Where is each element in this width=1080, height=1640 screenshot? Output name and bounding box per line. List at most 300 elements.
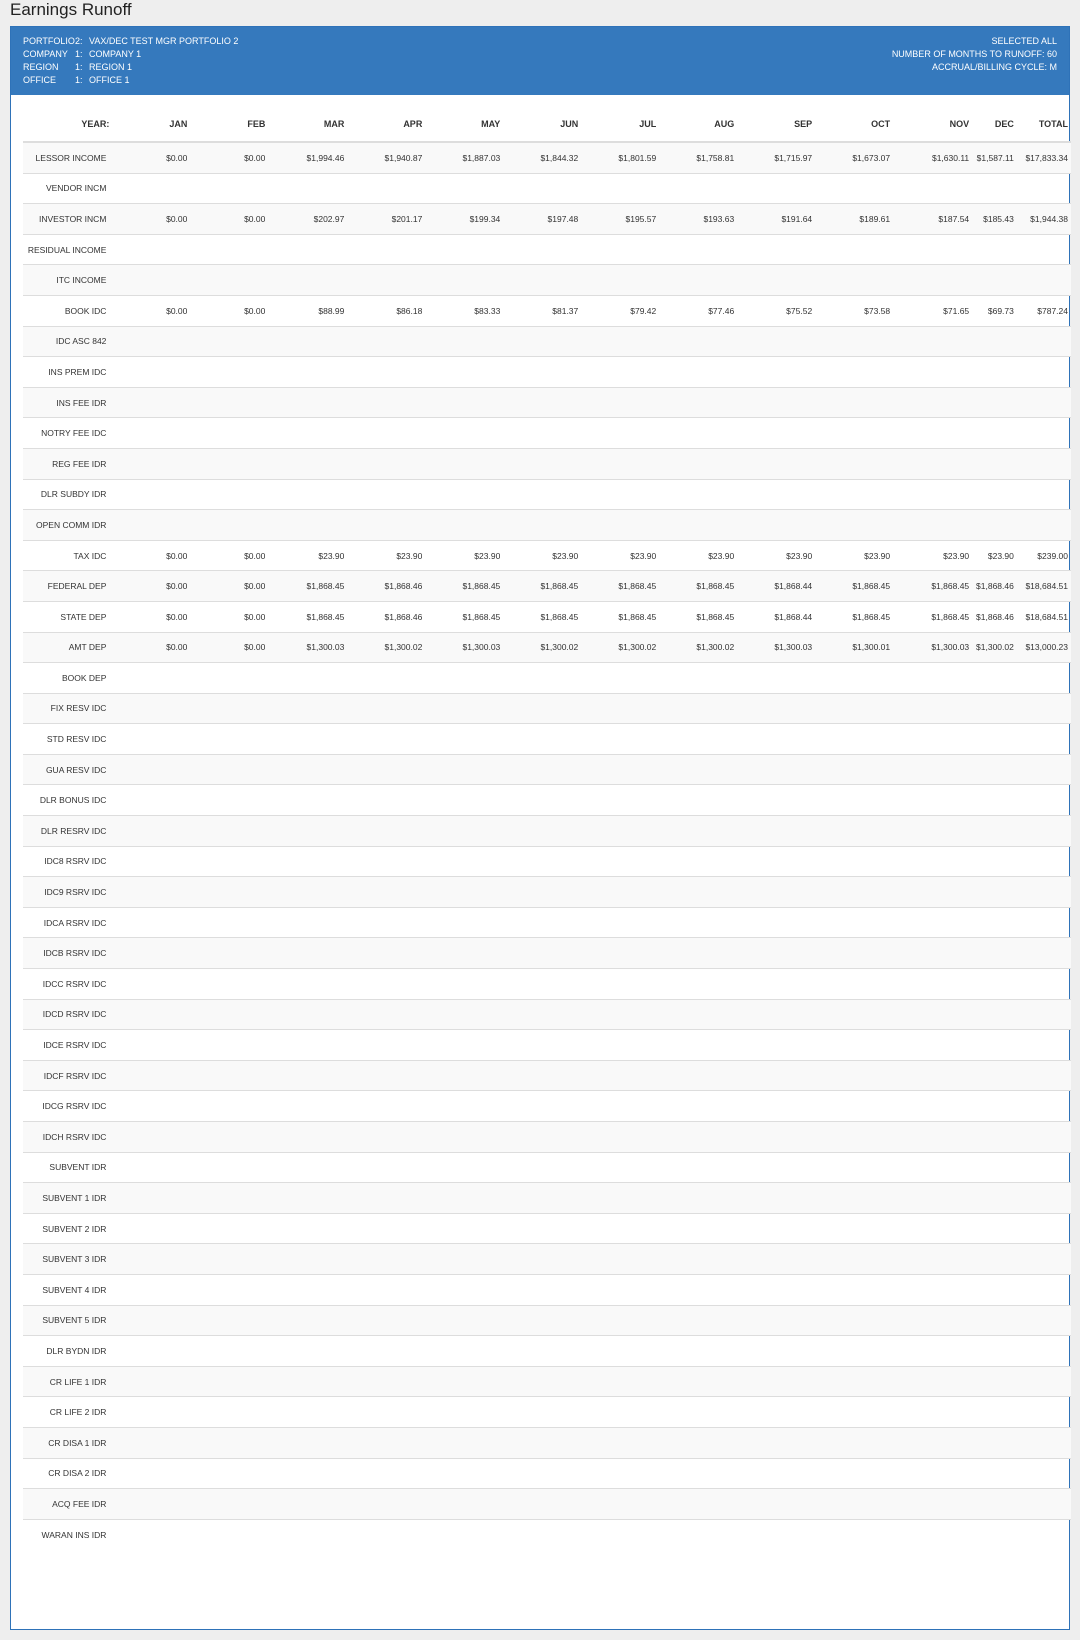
table-row	[23, 1183, 1071, 1214]
table-cell	[659, 418, 737, 449]
table-cell	[737, 234, 815, 265]
table-row	[23, 816, 1071, 847]
table-cell: $23.90	[581, 540, 659, 571]
table-cell	[347, 877, 425, 908]
table-cell	[425, 1519, 503, 1549]
row-label: DLR SUBDY IDR	[23, 479, 112, 510]
table-cell	[112, 326, 190, 357]
table-cell	[972, 357, 1017, 388]
table-cell: $185.43	[972, 204, 1017, 235]
table-cell	[1017, 1244, 1071, 1275]
table-cell	[815, 1397, 893, 1428]
table-cell	[1017, 1060, 1071, 1091]
table-cell: $0.00	[190, 571, 268, 602]
table-cell	[659, 1060, 737, 1091]
table-cell	[425, 877, 503, 908]
table-cell	[893, 234, 972, 265]
table-row	[23, 907, 1071, 938]
table-cell	[190, 1397, 268, 1428]
table-cell	[815, 387, 893, 418]
table-cell: $1,300.02	[347, 632, 425, 663]
table-cell	[347, 326, 425, 357]
table-cell	[268, 724, 347, 755]
table-cell	[1017, 234, 1071, 265]
table-cell	[737, 1274, 815, 1305]
table-cell	[503, 1489, 581, 1520]
table-cell: $0.00	[112, 601, 190, 632]
table-cell	[972, 1152, 1017, 1183]
table-cell	[893, 479, 972, 510]
table-cell	[347, 1427, 425, 1458]
table-cell	[972, 418, 1017, 449]
table-cell	[503, 1091, 581, 1122]
table-row	[23, 204, 1071, 235]
table-cell	[503, 265, 581, 296]
table-cell	[347, 173, 425, 204]
table-cell	[659, 1183, 737, 1214]
table-cell: $1,868.45	[659, 571, 737, 602]
table-cell	[659, 173, 737, 204]
table-cell	[581, 999, 659, 1030]
criteria-value: COMPANY 1	[89, 49, 142, 59]
table-cell	[815, 1458, 893, 1489]
table-cell	[815, 938, 893, 969]
table-cell	[425, 1427, 503, 1458]
table-cell	[737, 846, 815, 877]
table-cell: $0.00	[190, 295, 268, 326]
table-cell	[893, 1336, 972, 1367]
row-label: REG FEE IDR	[23, 448, 112, 479]
table-cell	[737, 1305, 815, 1336]
table-cell	[737, 754, 815, 785]
table-cell	[112, 387, 190, 418]
table-row	[23, 571, 1071, 602]
table-cell	[815, 326, 893, 357]
row-label: SUBVENT IDR	[23, 1152, 112, 1183]
table-cell	[503, 357, 581, 388]
table-cell	[1017, 479, 1071, 510]
table-cell	[972, 448, 1017, 479]
table-cell	[112, 1030, 190, 1061]
table-cell	[972, 326, 1017, 357]
table-cell	[190, 173, 268, 204]
table-cell	[347, 846, 425, 877]
table-cell	[268, 510, 347, 541]
row-label: SUBVENT 3 IDR	[23, 1244, 112, 1275]
table-cell	[737, 1244, 815, 1275]
table-cell	[1017, 1030, 1071, 1061]
table-cell: $1,940.87	[347, 142, 425, 173]
table-cell	[347, 785, 425, 816]
table-cell	[893, 1366, 972, 1397]
table-cell	[581, 387, 659, 418]
table-cell	[425, 234, 503, 265]
table-cell	[112, 479, 190, 510]
table-cell	[815, 265, 893, 296]
table-cell	[893, 1213, 972, 1244]
table-cell	[425, 1336, 503, 1367]
table-cell	[737, 265, 815, 296]
table-cell	[268, 387, 347, 418]
row-label: IDCB RSRV IDC	[23, 938, 112, 969]
table-header-row	[23, 107, 1071, 142]
table-cell: $86.18	[347, 295, 425, 326]
criteria-line	[23, 35, 238, 48]
table-cell	[815, 1274, 893, 1305]
table-cell: $1,887.03	[425, 142, 503, 173]
table-cell	[425, 1244, 503, 1275]
table-cell	[737, 418, 815, 449]
table-cell	[581, 1122, 659, 1153]
table-cell	[425, 265, 503, 296]
table-cell	[581, 785, 659, 816]
table-cell	[190, 357, 268, 388]
table-cell	[347, 357, 425, 388]
table-cell: $1,868.46	[972, 601, 1017, 632]
table-cell	[190, 1519, 268, 1549]
table-cell	[893, 877, 972, 908]
table-cell	[425, 1397, 503, 1428]
table-cell	[1017, 816, 1071, 847]
table-cell	[893, 265, 972, 296]
table-cell	[268, 1244, 347, 1275]
table-cell	[737, 448, 815, 479]
table-cell	[581, 816, 659, 847]
table-cell	[815, 999, 893, 1030]
table-cell: $191.64	[737, 204, 815, 235]
table-cell	[815, 1305, 893, 1336]
table-cell	[268, 1519, 347, 1549]
table-cell	[737, 1122, 815, 1153]
table-cell	[737, 1519, 815, 1549]
table-cell	[347, 938, 425, 969]
table-cell	[893, 1122, 972, 1153]
table-cell	[1017, 1305, 1071, 1336]
table-row	[23, 295, 1071, 326]
table-cell	[893, 1030, 972, 1061]
table-cell	[893, 1244, 972, 1275]
table-cell	[737, 479, 815, 510]
table-row	[23, 1366, 1071, 1397]
column-header: MAR	[268, 107, 347, 142]
table-cell	[815, 969, 893, 1000]
table-cell	[659, 357, 737, 388]
table-cell	[581, 1397, 659, 1428]
row-label: CR DISA 1 IDR	[23, 1427, 112, 1458]
table-cell	[815, 357, 893, 388]
table-cell	[737, 938, 815, 969]
table-cell	[893, 1519, 972, 1549]
table-cell	[581, 1213, 659, 1244]
table-cell: $1,630.11	[893, 142, 972, 173]
table-cell	[581, 693, 659, 724]
table-cell	[815, 173, 893, 204]
table-cell	[737, 877, 815, 908]
table-cell: $1,868.45	[503, 601, 581, 632]
table-cell	[425, 907, 503, 938]
table-row	[23, 938, 1071, 969]
table-cell	[268, 265, 347, 296]
table-cell	[268, 877, 347, 908]
table-cell	[581, 1336, 659, 1367]
table-cell: $197.48	[503, 204, 581, 235]
table-cell	[503, 785, 581, 816]
table-cell	[1017, 326, 1071, 357]
table-cell	[503, 1213, 581, 1244]
table-cell	[190, 846, 268, 877]
table-cell	[190, 754, 268, 785]
table-row	[23, 724, 1071, 755]
table-cell	[503, 1336, 581, 1367]
table-cell	[190, 1060, 268, 1091]
table-cell	[581, 510, 659, 541]
table-cell	[112, 1122, 190, 1153]
row-label: IDCC RSRV IDC	[23, 969, 112, 1000]
table-cell	[347, 387, 425, 418]
table-row	[23, 326, 1071, 357]
table-cell	[503, 969, 581, 1000]
table-cell	[190, 1213, 268, 1244]
table-cell	[425, 999, 503, 1030]
table-cell	[1017, 754, 1071, 785]
table-row	[23, 1030, 1071, 1061]
column-header: JUN	[503, 107, 581, 142]
page-title: Earnings Runoff	[10, 0, 132, 19]
table-cell	[1017, 1397, 1071, 1428]
table-row	[23, 632, 1071, 663]
table-cell	[112, 785, 190, 816]
table-cell	[737, 1060, 815, 1091]
table-cell	[112, 1427, 190, 1458]
table-cell	[503, 816, 581, 847]
table-cell	[1017, 1152, 1071, 1183]
table-cell	[893, 1458, 972, 1489]
table-cell	[972, 1397, 1017, 1428]
table-cell	[347, 693, 425, 724]
table-cell	[581, 907, 659, 938]
table-cell	[112, 1274, 190, 1305]
criteria-summary-line: SELECTED ALL	[991, 36, 1057, 46]
table-cell	[112, 1244, 190, 1275]
table-cell: $189.61	[815, 204, 893, 235]
table-cell	[893, 326, 972, 357]
table-cell	[112, 1091, 190, 1122]
table-cell	[347, 1183, 425, 1214]
table-cell: $1,868.45	[581, 571, 659, 602]
table-cell: $0.00	[190, 142, 268, 173]
table-cell	[737, 1489, 815, 1520]
table-cell	[190, 877, 268, 908]
table-cell	[268, 357, 347, 388]
table-cell	[737, 1336, 815, 1367]
table-cell	[815, 724, 893, 755]
table-cell	[659, 816, 737, 847]
table-cell	[425, 1030, 503, 1061]
table-cell	[425, 1305, 503, 1336]
table-cell	[893, 387, 972, 418]
table-cell	[425, 1091, 503, 1122]
table-cell: $18,684.51	[1017, 601, 1071, 632]
table-cell	[972, 387, 1017, 418]
table-cell	[190, 387, 268, 418]
table-cell	[1017, 846, 1071, 877]
table-cell	[503, 1305, 581, 1336]
criteria-value: REGION 1	[89, 62, 133, 72]
table-cell	[893, 357, 972, 388]
table-cell	[268, 1091, 347, 1122]
table-row	[23, 1489, 1071, 1520]
table-cell	[737, 1091, 815, 1122]
table-cell	[972, 1060, 1017, 1091]
table-cell	[1017, 1458, 1071, 1489]
table-cell	[815, 816, 893, 847]
table-cell	[112, 907, 190, 938]
table-cell: $1,868.44	[737, 571, 815, 602]
table-cell	[659, 693, 737, 724]
table-cell	[659, 754, 737, 785]
table-cell	[112, 663, 190, 694]
row-label: INVESTOR INCM	[23, 204, 112, 235]
table-cell	[581, 357, 659, 388]
table-cell: $71.65	[893, 295, 972, 326]
table-cell: $1,300.01	[815, 632, 893, 663]
row-label: IDCG RSRV IDC	[23, 1091, 112, 1122]
table-cell: $1,868.46	[972, 571, 1017, 602]
table-cell	[581, 1183, 659, 1214]
table-cell	[503, 1458, 581, 1489]
table-cell	[425, 418, 503, 449]
table-cell: $1,868.46	[347, 601, 425, 632]
table-cell	[1017, 1122, 1071, 1153]
table-cell	[972, 1336, 1017, 1367]
table-cell	[112, 1183, 190, 1214]
table-cell: $18,684.51	[1017, 571, 1071, 602]
table-cell	[581, 938, 659, 969]
table-cell	[815, 1366, 893, 1397]
table-cell	[737, 1427, 815, 1458]
table-cell	[268, 1397, 347, 1428]
table-cell	[190, 1336, 268, 1367]
table-cell	[503, 1519, 581, 1549]
table-cell	[425, 693, 503, 724]
table-cell	[659, 448, 737, 479]
table-cell	[815, 479, 893, 510]
table-cell	[893, 1489, 972, 1520]
table-cell	[347, 663, 425, 694]
table-cell	[893, 663, 972, 694]
table-cell	[268, 1274, 347, 1305]
table-cell	[893, 1060, 972, 1091]
table-cell	[737, 1397, 815, 1428]
table-cell	[347, 1519, 425, 1549]
table-cell	[659, 1489, 737, 1520]
table-cell	[425, 1274, 503, 1305]
table-row	[23, 1519, 1071, 1549]
table-cell	[815, 1519, 893, 1549]
criteria-label: COMPANY	[23, 49, 68, 59]
table-cell	[268, 1489, 347, 1520]
table-cell	[503, 846, 581, 877]
criteria-number: 1:	[75, 49, 83, 59]
table-row	[23, 785, 1071, 816]
row-label: INS PREM IDC	[23, 357, 112, 388]
table-cell	[268, 1152, 347, 1183]
table-cell	[972, 510, 1017, 541]
criteria-summary-line: NUMBER OF MONTHS TO RUNOFF: 60	[891, 49, 1057, 59]
table-cell	[347, 265, 425, 296]
table-cell	[972, 938, 1017, 969]
table-cell	[1017, 663, 1071, 694]
table-cell: $23.90	[737, 540, 815, 571]
table-cell	[503, 1030, 581, 1061]
criteria-label: OFFICE	[23, 75, 56, 85]
table-cell	[581, 1519, 659, 1549]
column-header: NOV	[893, 107, 972, 142]
table-cell	[347, 999, 425, 1030]
table-cell	[425, 387, 503, 418]
table-cell	[268, 1183, 347, 1214]
table-cell	[112, 357, 190, 388]
table-cell	[503, 1244, 581, 1275]
table-cell	[347, 1091, 425, 1122]
table-cell: $1,868.45	[815, 571, 893, 602]
table-cell	[1017, 387, 1071, 418]
table-cell	[112, 448, 190, 479]
table-cell	[190, 785, 268, 816]
table-cell: $0.00	[190, 601, 268, 632]
table-cell: $0.00	[112, 632, 190, 663]
table-cell	[1017, 907, 1071, 938]
table-row	[23, 173, 1071, 204]
table-cell	[112, 1336, 190, 1367]
table-cell	[190, 1458, 268, 1489]
table-cell	[190, 1152, 268, 1183]
table-cell	[425, 1060, 503, 1091]
table-cell	[112, 1519, 190, 1549]
table-cell	[503, 479, 581, 510]
table-cell	[581, 265, 659, 296]
table-cell	[503, 1122, 581, 1153]
table-cell	[815, 1427, 893, 1458]
table-row	[23, 387, 1071, 418]
table-cell	[972, 265, 1017, 296]
table-cell	[347, 754, 425, 785]
table-cell	[737, 1030, 815, 1061]
table-cell: $0.00	[190, 204, 268, 235]
row-label: RESIDUAL INCOME	[23, 234, 112, 265]
row-label: OPEN COMM IDR	[23, 510, 112, 541]
table-cell	[112, 234, 190, 265]
table-cell	[659, 1458, 737, 1489]
table-cell	[737, 785, 815, 816]
table-cell	[347, 234, 425, 265]
table-cell	[659, 1519, 737, 1549]
table-cell	[112, 418, 190, 449]
table-cell	[425, 479, 503, 510]
table-cell	[112, 265, 190, 296]
table-row	[23, 999, 1071, 1030]
table-cell	[112, 938, 190, 969]
criteria-left	[23, 35, 238, 87]
table-cell	[503, 1274, 581, 1305]
table-cell	[815, 418, 893, 449]
table-cell	[425, 938, 503, 969]
table-cell: $1,868.45	[581, 601, 659, 632]
table-cell	[347, 1244, 425, 1275]
table-cell	[737, 693, 815, 724]
table-cell	[815, 693, 893, 724]
table-cell: $23.90	[268, 540, 347, 571]
